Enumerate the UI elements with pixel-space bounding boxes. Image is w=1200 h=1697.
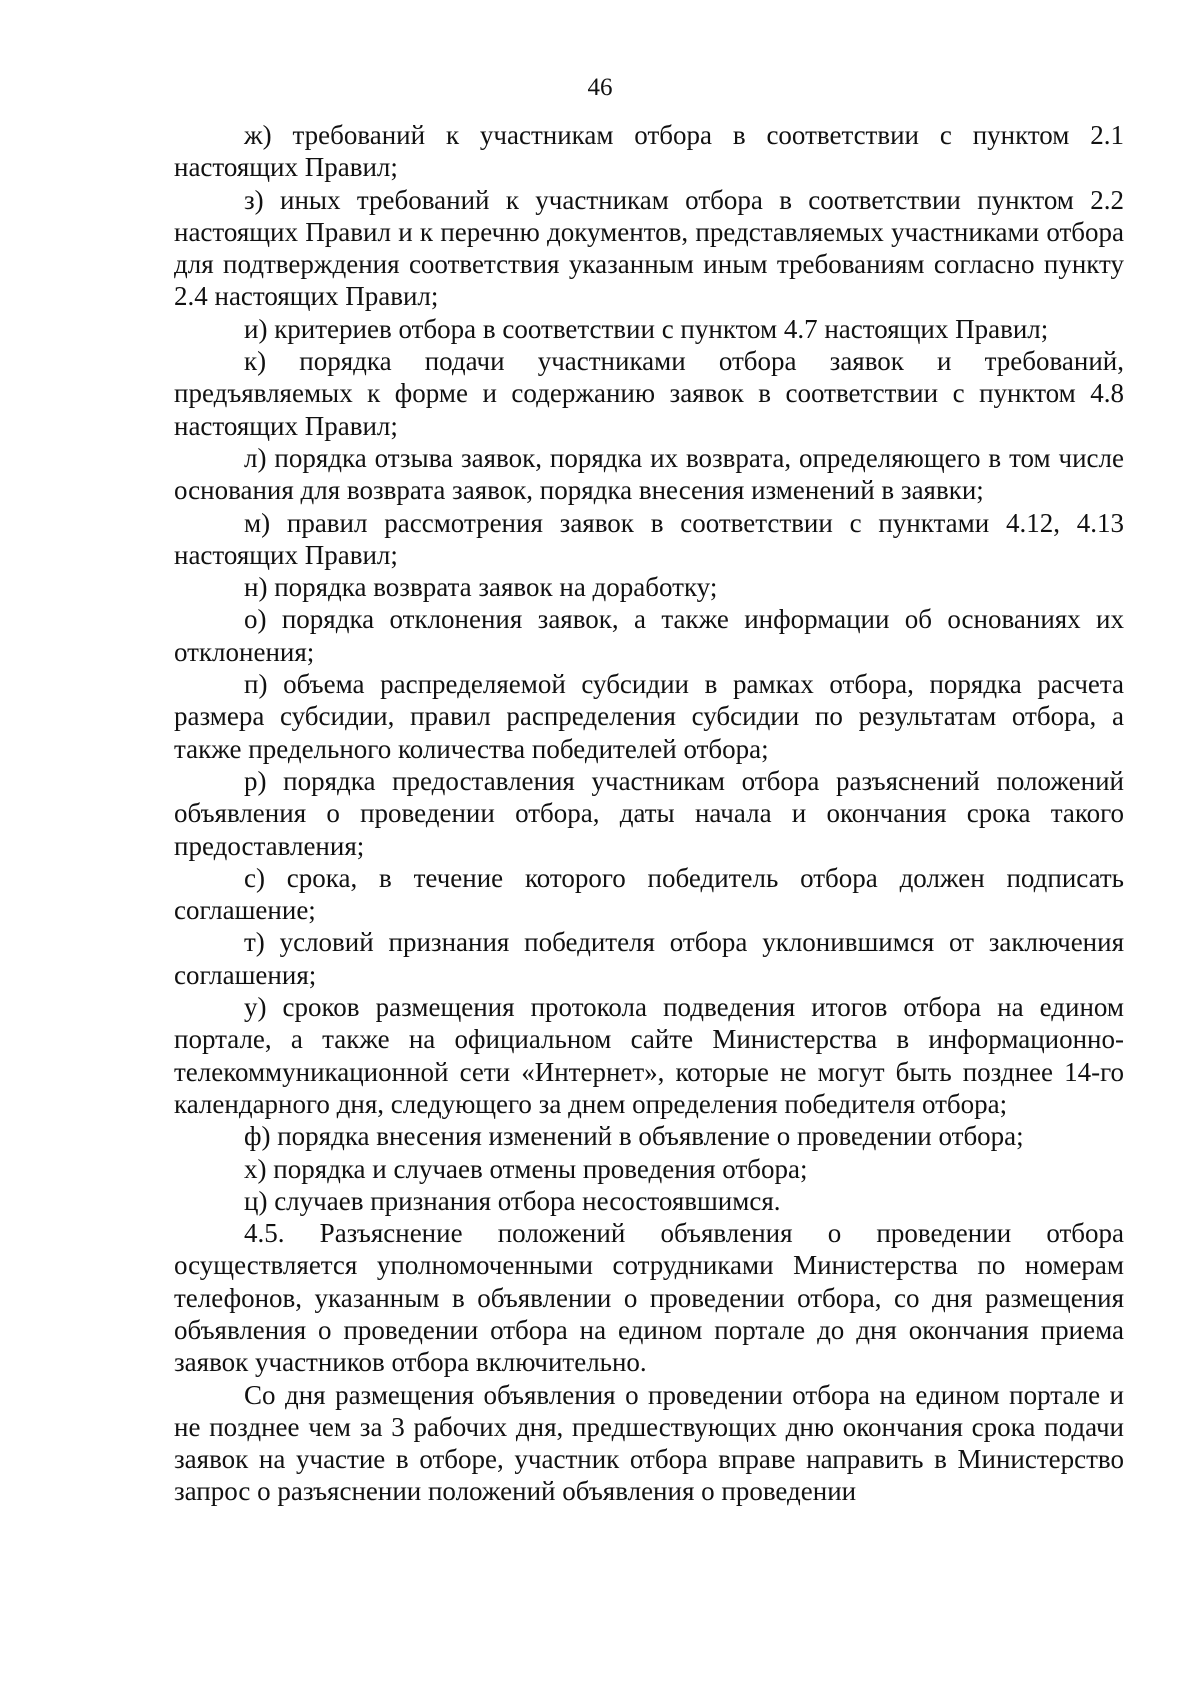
paragraph-4-5: 4.5. Разъяснение положений объявления о проведении отбора осуществляется уполномоченными сотрудниками Министерства по номерам телефонов, указанным в объявлении о проведении отбора, со дня размещения объявления о проведении отбора на едином портале до дня окончания приема заявок участников отбора включительно.: [174, 1218, 1124, 1378]
paragraph-u: у) сроков размещения протокола подведения итогов отбора на едином портале, а также на официальном сайте Министерства в информационно-телекоммуникационной сети «Интернет», которые не могут быть позднее 14-го календарного дня, следующего за днем определения победителя отбора;: [174, 992, 1124, 1119]
paragraph-m: м) правил рассмотрения заявок в соответствии с пунктами 4.12, 4.13 настоящих Правил;: [174, 507, 1124, 570]
paragraph-p: п) объема распределяемой субсидии в рамках отбора, порядка расчета размера субсидии, правил распределения субсидии по результатам отбора, а также предельного количества победителей отбора;: [174, 669, 1124, 764]
paragraph-r: р) порядка предоставления участникам отбора разъяснений положений объявления о проведении отбора, даты начала и окончания срока такого предоставления;: [174, 765, 1124, 861]
paragraph-zh: ж) требований к участникам отбора в соответствии с пунктом 2.1 настоящих Правил;: [174, 120, 1124, 183]
paragraph-ts: ц) случаев признания отбора несостоявшимся.: [244, 1185, 781, 1216]
page-number: 46: [587, 74, 613, 101]
paragraph-s: с) срока, в течение которого победитель отбора должен подписать соглашение;: [174, 862, 1124, 926]
paragraph-z: з) иных требований к участникам отбора в соответствии пунктом 2.2 настоящих Правил и к перечню документов, представляемых участниками отбора для подтверждения соответствия указанным иным требованиям согласно пункту 2.4 настоящих Правил;: [174, 184, 1124, 312]
paragraph-f: ф) порядка внесения изменений в объявление о проведении отбора;: [244, 1121, 1024, 1152]
paragraph-request-clarification: Со дня размещения объявления о проведении отбора на едином портале и не позднее чем за 3 рабочих дня, предшествующих дню окончания срока подачи заявок на участие в отборе, участник отбора вправе направить в Министерство запрос о разъяснении положений объявления о проведении: [174, 1379, 1124, 1507]
paragraph-t: т) условий признания победителя отбора уклонившимся от заключения соглашения;: [174, 927, 1124, 990]
paragraph-o: о) порядка отклонения заявок, а также информации об основаниях их отклонения;: [174, 604, 1124, 667]
paragraph-k: к) порядка подачи участниками отбора заявок и требований, предъявляемых к форме и содержанию заявок в соответствии с пунктом 4.8 настоящих Правил;: [174, 346, 1124, 441]
paragraph-l: л) порядка отзыва заявок, порядка их возврата, определяющего в том числе основания для возврата заявок, порядка внесения изменений в заявки;: [174, 442, 1124, 506]
document-body: [174, 119, 1124, 1508]
paragraph-h: х) порядка и случаев отмены проведения отбора;: [244, 1153, 808, 1184]
paragraph-i: и) критериев отбора в соответствии с пунктом 4.7 настоящих Правил;: [244, 313, 1049, 344]
paragraph-n: н) порядка возврата заявок на доработку;: [244, 572, 718, 603]
